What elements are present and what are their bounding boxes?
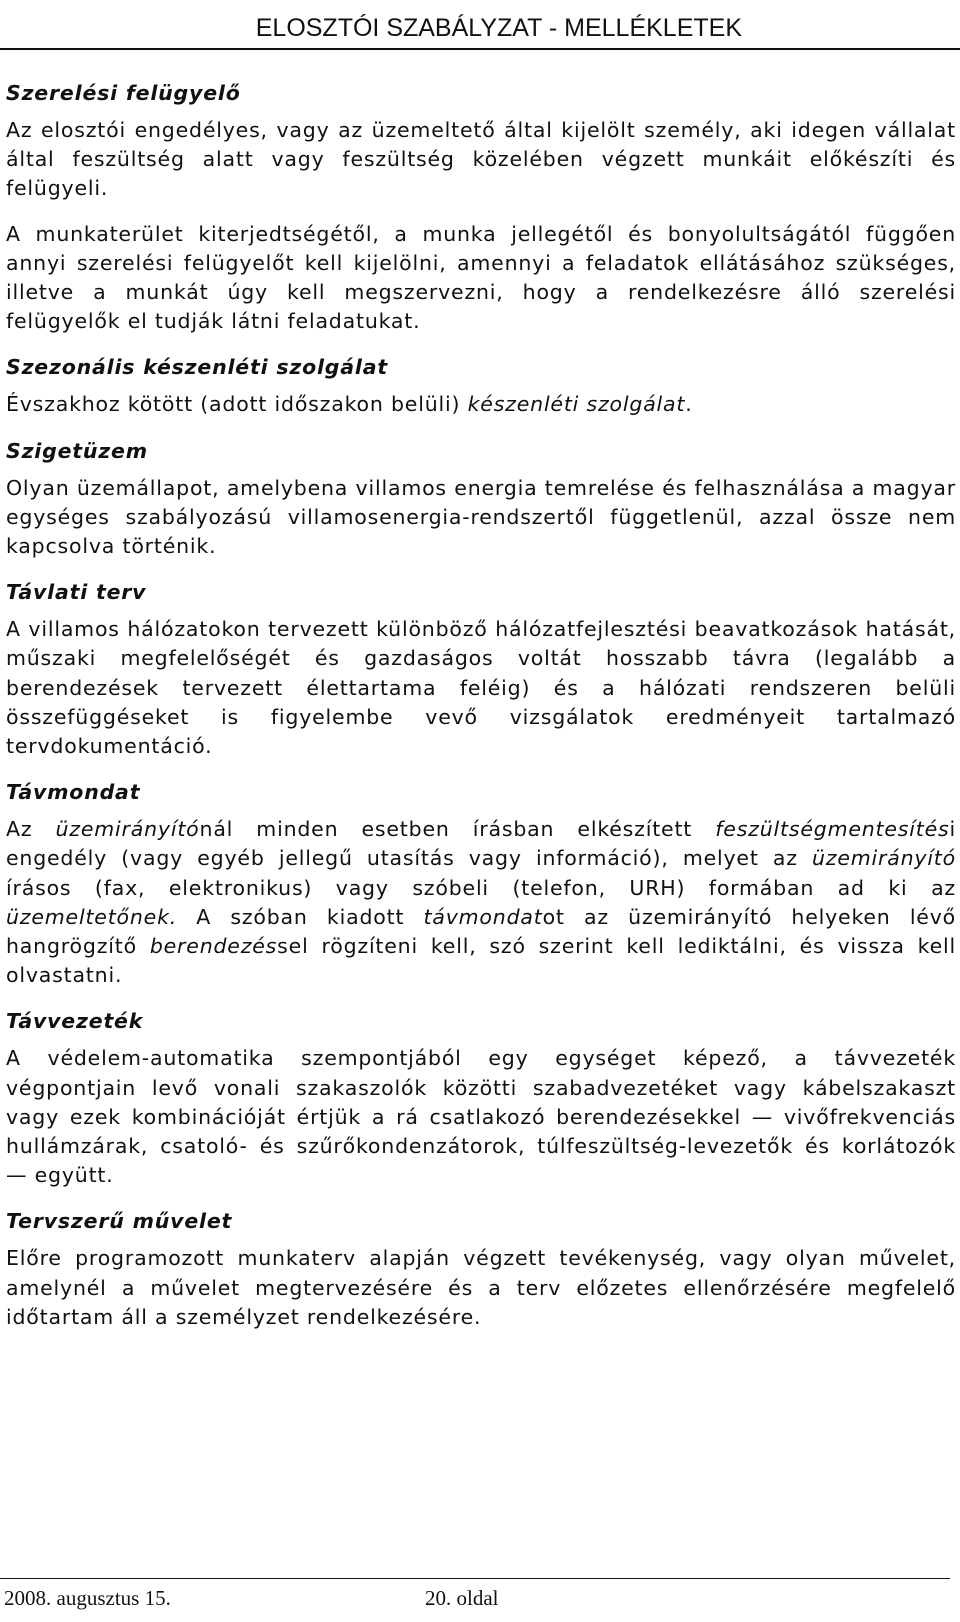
definition-text: sel rögzíteni kell, szó szerint kell lediktálni, és vissza kell olvastatni. xyxy=(6,934,956,988)
definition-text: A védelem-automatika szempontjából egy egységet képező, a távvezeték végpontjain levő vonali szakaszolók közötti szabadvezetéket vagy kábelszakaszt vagy ezek kombinációját értjük a rá csatlakozó berendezésekkel — vivőfrekvenciás hullámzárak, csatoló- és szűrőkondenzátorok, túlfeszültség-levezetők és korlátozók — együtt. xyxy=(6,1046,956,1188)
glossary-term: Távmondat xyxy=(6,780,141,805)
glossary-definition xyxy=(6,615,956,761)
footer-rule xyxy=(0,1578,950,1579)
definition-text: írásos (fax, elektronikus) vagy szóbeli (telefon, URH) formában ad ki az xyxy=(6,875,956,900)
glossary-entry xyxy=(6,436,956,562)
defined-term-reference: üzemirányító xyxy=(811,846,956,871)
glossary-term: Szerelési felügyelő xyxy=(6,81,241,105)
definition-text: A szóban kiadott xyxy=(177,904,424,929)
glossary-definition xyxy=(6,474,956,562)
definition-text: A villamos hálózatokon tervezett különböző hálózatfejlesztési beavatkozások hatását, műszaki megfelelőségét és gazdaságos voltát hosszabb távra (legalább a berendezések tervezett élettartama feléig) és a hálózati rendszeren belüli összefüggéseket is figyelembe vevő vizsgálatok eredményeit tartalmazó tervdokumentáció. xyxy=(6,617,956,759)
footer-page-number: 20. oldal xyxy=(425,1586,499,1610)
defined-term-reference: üzemirányító xyxy=(55,817,200,842)
defined-term-reference: távmondat xyxy=(423,904,543,929)
footer-date: 2008. augusztus 15. xyxy=(4,1586,171,1610)
glossary-term: Szezonális készenléti szolgálat xyxy=(6,355,388,380)
glossary-term: Tervszerű művelet xyxy=(6,1209,233,1234)
definition-text: Az elosztói engedélyes, vagy az üzemeltető által kijelölt személy, aki idegen vállalat által feszültség alatt vagy feszültség közelében végzett munkáit előkészíti és felügyeli. xyxy=(6,118,956,201)
glossary-definition xyxy=(6,1044,956,1190)
glossary-entry xyxy=(6,78,956,336)
definition-text: Évszakhoz kötött (adott időszakon belüli) xyxy=(6,392,468,417)
glossary-definition xyxy=(6,1244,956,1332)
definition-text: A munkaterület kiterjedtségétől, a munka jellegétől és bonyolultságától függően annyi szerelési felügyelőt kell kijelölni, amennyi a feladatok ellátásához szükséges, illetve a munkát úgy kell megszervezni, hogy a rendelkezésre álló szerelési felügyelők el tudják látni feladatukat. xyxy=(6,221,956,334)
glossary-entry xyxy=(6,1206,956,1332)
definition-text: Olyan üzemállapot, amelybena villamos energia temrelése és felhasználása a magyar egységes szabályozású villamosenergia-rendszertől függetlenül, azzal össze nem kapcsolva történik. xyxy=(6,475,956,559)
defined-term-reference: üzemeltetőnek. xyxy=(6,904,178,929)
definition-text: Az xyxy=(6,817,56,842)
glossary-definition xyxy=(6,220,956,337)
definition-text: Előre programozott munkaterv alapján végzett tevékenység, vagy olyan művelet, amelynél a művelet megtervezésére és a terv előzetes ellenőrzésére megfelelő időtartam áll a személyzet rendelkezésére. xyxy=(6,1246,956,1329)
definition-text: nál minden esetben írásban elkészített xyxy=(199,817,716,842)
glossary-entry xyxy=(6,577,956,761)
glossary-entry xyxy=(6,352,956,419)
glossary-definition xyxy=(6,116,956,204)
definition-text: ot az üzemirányító helyeken lévő hangrögzítő xyxy=(6,904,956,959)
glossary-term: Távvezeték xyxy=(6,1009,144,1034)
header-rule xyxy=(0,48,960,50)
defined-term-reference: feszültségmentesítés xyxy=(715,817,950,842)
glossary-entry xyxy=(6,777,956,990)
glossary-entry xyxy=(6,1006,956,1190)
defined-term-reference: berendezés xyxy=(149,934,278,959)
defined-term-reference: készenléti szolgálat xyxy=(467,392,686,417)
glossary-definition xyxy=(6,815,956,990)
glossary-content xyxy=(6,78,956,1348)
definition-text: i engedély (vagy egyéb jellegű utasítás vagy információ), melyet az xyxy=(6,817,956,871)
definition-text: . xyxy=(685,392,693,417)
page-footer xyxy=(4,1586,954,1616)
glossary-term: Távlati terv xyxy=(6,580,147,605)
page-header-title: ELOSZTÓI SZABÁLYZAT - MELLÉKLETEK xyxy=(255,14,742,42)
glossary-definition xyxy=(6,390,956,419)
glossary-term: Szigetüzem xyxy=(6,438,148,463)
